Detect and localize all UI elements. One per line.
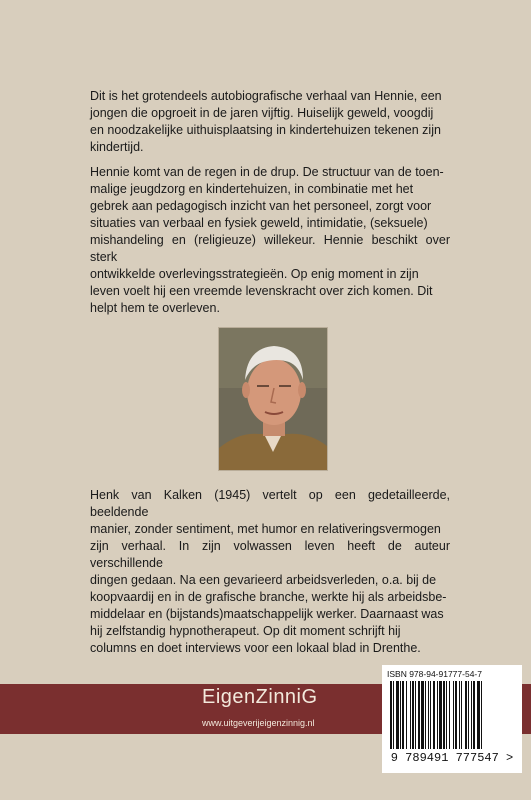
blurb-line: situaties van verbaal en fysiek geweld, intimidatie, (seksuele) [90, 216, 428, 230]
barcode-bars [388, 681, 516, 749]
isbn-barcode [382, 665, 522, 773]
publisher-url: www.uitgeverijeigenzinnig.nl [202, 718, 315, 728]
bio-line: Henk van Kalken (1945) vertelt op een gedetailleerde, beeldende [90, 488, 450, 519]
author-bio [90, 487, 450, 657]
blurb-line: malige jeugdzorg en kindertehuizen, in combinatie met het [90, 182, 414, 196]
author-photo [218, 327, 328, 471]
bio-line: zijn verhaal. In zijn volwassen leven heeft de auteur verschillende [90, 539, 450, 570]
blurb-line: gebrek aan pedagogisch inzicht van het personeel, zorgt voor [90, 199, 432, 213]
blurb-line: mishandeling en (religieuze) willekeur. Hennie beschikt over sterk [90, 233, 450, 264]
bio-line: dingen gedaan. Na een gevarieerd arbeidsverleden, o.a. bij de [90, 573, 437, 587]
isbn-label: ISBN 978-94-91777-54-7 [387, 669, 482, 679]
blurb-line: ontwikkelde overlevingsstrategieën. Op enig moment in zijn [90, 267, 419, 281]
blurb-line: kindertijd. [90, 140, 144, 154]
bio-line: hij zelfstandig hypnotherapeut. Op dit moment schrijft hij [90, 624, 401, 638]
blurb-paragraph-2 [90, 164, 450, 317]
bio-line: koopvaardij en in de grafische branche, werkte hij als arbeidsbe- [90, 590, 447, 604]
publisher-logo: EigenZinniG [202, 686, 318, 708]
bio-line: manier, zonder sentiment, met humor en relativeringsvermogen [90, 522, 441, 536]
blurb-paragraph-1 [90, 88, 450, 156]
barcode-digits: 9 789491 777547 > [390, 751, 514, 765]
blurb-line: Dit is het grotendeels autobiografische verhaal van Hennie, een [90, 89, 442, 103]
blurb-line: helpt hem te overleven. [90, 301, 220, 315]
bio-line: middelaar en (bijstands)maatschappelijk werker. Daarnaast was [90, 607, 444, 621]
blurb-line: jongen die opgroeit in de jaren vijftig. Huiselijk geweld, voogdij [90, 106, 434, 120]
blurb-line: leven voelt hij een vreemde levenskracht over zich komen. Dit [90, 284, 433, 298]
blurb-line: en noodzakelijke uithuisplaatsing in kindertehuizen tekenen zijn [90, 123, 441, 137]
blurb-line: Hennie komt van de regen in de drup. De structuur van de toen- [90, 165, 444, 179]
bio-line: columns en doet interviews voor een lokaal blad in Drenthe. [90, 641, 421, 655]
